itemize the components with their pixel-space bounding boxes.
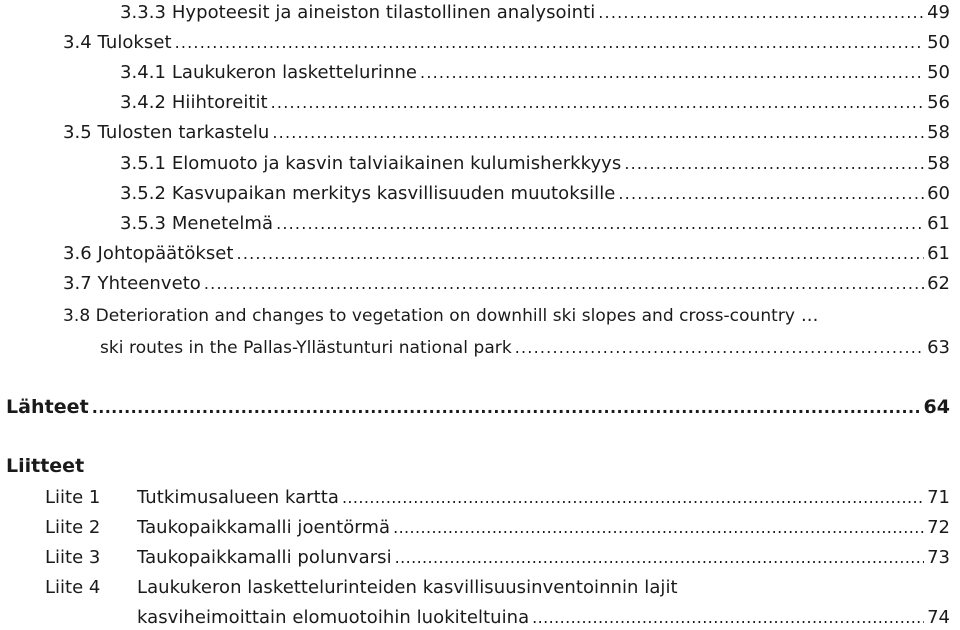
appendix-entry [45,487,950,508]
toc-entry-page: 61 [927,243,950,264]
appendix-entry [45,577,950,598]
toc-entry-page: 60 [927,183,950,204]
toc-entry [120,213,950,234]
dot-leader [237,244,925,263]
toc-entry-page: 50 [927,32,950,53]
toc-entry [120,153,950,174]
toc-entry-title: 3.5.3 Menetelmä [120,213,274,234]
dot-leader [395,548,924,567]
toc-entry-title: 3.8 Deterioration and changes to vegetation on downhill ski slopes and cross-country [63,306,796,326]
appendix-title-continued: kasviheimoittain elomuotoihin luokiteltuina [137,607,530,628]
toc-entry [120,183,950,204]
dot-leader [532,608,924,627]
toc-entry-title: 3.5.2 Kasvupaikan merkitys kasvillisuuden muutoksille [120,183,616,204]
appendix-entry-continuation [137,607,950,628]
toc-entry-title: 3.4 Tulokset [63,32,172,53]
appendix-label: Liite 3 [45,547,101,568]
dot-leader [624,154,924,173]
toc-entry-page: 62 [927,273,950,294]
appendix-title: Taukopaikkamalli polunvarsi [137,547,392,568]
toc-entry [63,305,950,326]
toc-entry-title: 3.7 Yhteenveto [63,273,201,294]
dot-leader [272,123,924,142]
toc-entry-title: 3.5.1 Elomuoto ja kasvin talviaikainen kulumisherkkyys [120,153,622,174]
dot-leader [515,338,924,357]
toc-entry [120,2,950,23]
toc-entry-page: 58 [927,153,950,174]
toc-entry-page: 50 [927,62,950,83]
dot-leader [420,63,924,82]
appendix-entry [45,517,950,538]
appendix-label: Liite 1 [45,487,101,508]
toc-entry [63,122,950,143]
references-page: 64 [923,396,950,418]
toc-entry-title: 3.4.1 Laukukeron laskettelurinne [120,62,418,83]
dot-leader [175,33,925,52]
appendix-title: Laukukeron laskettelurinteiden kasvillisuusinventoinnin lajit [137,577,678,598]
references-title: Lähteet [6,396,89,418]
references-entry [6,396,950,418]
toc-entry [63,273,950,294]
dot-leader [204,274,924,293]
appendix-title: Taukopaikkamalli joentörmä [137,517,391,538]
dot-leader [271,93,924,112]
toc-entry-page: 63 [927,337,950,358]
toc-entry-page: 49 [927,2,950,23]
dot-leader [618,184,924,203]
dot-leader [276,214,924,233]
appendix-label: Liite 2 [45,517,101,538]
dot-leader [342,488,924,507]
toc-entry-title-continued: ski routes in the Pallas-Yllästunturi national park [100,338,512,358]
toc-entry-title: 3.4.2 Hiihtoreitit [120,92,268,113]
appendix-page: 74 [927,607,950,628]
appendix-title: Tutkimusalueen kartta [137,487,339,508]
toc-entry-title: 3.3.3 Hypoteesit ja aineiston tilastollinen analysointi [120,2,596,23]
toc-entry-continuation [100,337,950,358]
toc-entry-page: 56 [927,92,950,113]
appendix-page: 72 [927,517,950,538]
toc-entry-page: 58 [927,122,950,143]
toc-entry-title: 3.6 Johtopäätökset [63,243,234,264]
toc-entry [63,32,950,53]
appendices-heading: Liitteet [6,455,85,477]
toc-entry-page: 61 [927,213,950,234]
appendix-label: Liite 4 [45,577,101,598]
toc-entry-trail: ... [801,305,819,326]
appendix-page: 71 [927,487,950,508]
dot-leader [598,3,924,22]
dot-leader [393,518,924,537]
toc-entry [63,243,950,264]
toc-entry [120,62,950,83]
appendix-page: 73 [927,547,950,568]
toc-entry [120,92,950,113]
dot-leader [92,398,921,417]
appendix-entry [45,547,950,568]
toc-entry-title: 3.5 Tulosten tarkastelu [63,122,270,143]
